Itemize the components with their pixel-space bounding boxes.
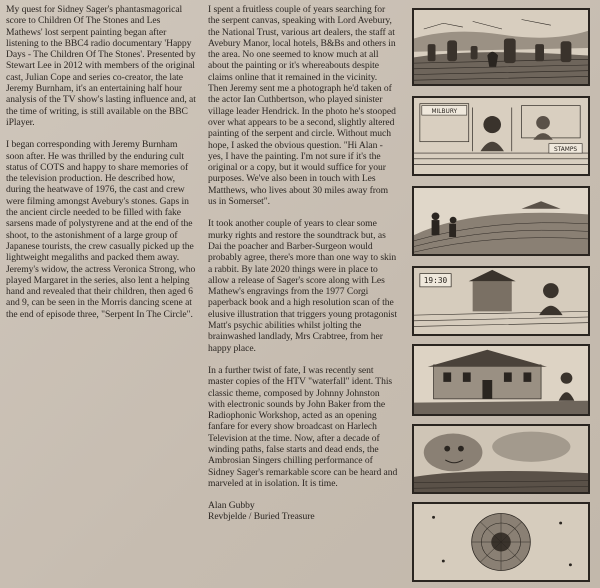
signature-name: Alan Gubby — [208, 500, 255, 512]
engraving-manor-house — [412, 344, 590, 416]
text-column-left — [6, 4, 196, 331]
paragraph: I spent a fruitless couple of years searching for the serpent canvas, speaking with Lord Avebury, the National Trust, various art dealers, the staff at Avebury Manor, local hotels, B&Bs and others in the area. No one seemed to know much at all about the painting or it's whereabouts despite claims online that it remained in the vicinity. Then Jeremy sent me a photograph he'd taken of the actor Ian Cuthbertson, who played sinister village leader Hendrick. In the photo he's stooped over what appears to be a second, slightly altered painting of the serpent and circle. Without much hope, I asked the obvious question. "Hi Alan - yes, I have the painting. I'm not sure if it's the original or a copy, but it would suffice for your purposes. We've also been in touch with Les Matthews, who lives about 30 miles away from us in Somerset". — [208, 4, 396, 208]
engraving-cloud-faces — [412, 424, 590, 494]
paragraph: My quest for Sidney Sager's phantasmagorical score to Children Of The Stones and Les Mathews' lost serpent painting began after listening to the BBC4 radio documentary 'Happy Days - The Children Of The Stones'. Presented by Stewart Lee in 2012 with members of the original cast, Julian Cope and series co-creator, the late Jeremy Burnham, it's an entertaining half hour analysis of the TV show's lasting influence and, at the time of writing, is still available on the BBC iPlayer. — [6, 4, 196, 128]
paragraph: I began corresponding with Jeremy Burnham soon after. He was thrilled by the enduring cult status of COTS and happy to share memories of the television production. He described how, during the heatwave of 1976, the cast and crew were filming amongst Avebury's stones. Gaps in the ancient circle needed to be filled with fake sarsens made of polystyrene and at the end of the shoot, to the astonishment of a large group of Japanese tourists, the crew casually picked up the lightweight megaliths and packed them away. Jeremy's widow, the actress Veronica Strong, who played Margaret in the series, also lent a helping hand and revealed that their children, then aged 6 and 9, can be seen in the Morris dancing scene at the end of episode three, "Serpent In The Circle". — [6, 139, 196, 320]
clock-readout: 19:30 — [423, 276, 448, 286]
engraving-stone-circle — [412, 8, 590, 86]
engraving-village-clock — [412, 266, 590, 336]
paragraph: It took another couple of years to clear some murky rights and restore the soundtrack but, as Dai the poacher and Barber-Surgeon would probably agree, there's more than one way to skin a rabbit. By late 2020 things were in place to allow a release of Sager's score along with Les Mathew's engravings from the 1977 Corgi paperback book and a high resolution scan of the elusive illustration that triggers young protagonist Matt's psychic abilities whilst jolting the brainwashed landlady, Mrs Crabtree, from her happy place. — [208, 218, 397, 354]
shop-sign-milbury: MILBURY — [431, 109, 458, 116]
engraving-celestial-sphere — [412, 502, 590, 582]
shop-sign-stamps: STAMPS — [553, 147, 578, 154]
text-column-middle — [208, 4, 398, 523]
engraving-hillside-figures — [412, 186, 590, 256]
paragraph: In a further twist of fate, I was recently sent master copies of the HTV "waterfall" ident. This classic theme, composed by Johnny Johnston with electronic sounds by John Baker from the Radiophonic Workshop, acted as an opening fanfare for every show broadcast on Harlech Television at the time. Now, after a decade of winding paths, false starts and dead ends, the Ambrosian Singers chilling performance of Sidney Sager's remarkable score can be heard and marveled at in isolation. It is time. — [208, 364, 398, 489]
signature-block — [208, 500, 398, 523]
engraving-shop-interior — [412, 96, 590, 176]
signature-label: Revbjelde / Buried Treasure — [208, 511, 315, 523]
